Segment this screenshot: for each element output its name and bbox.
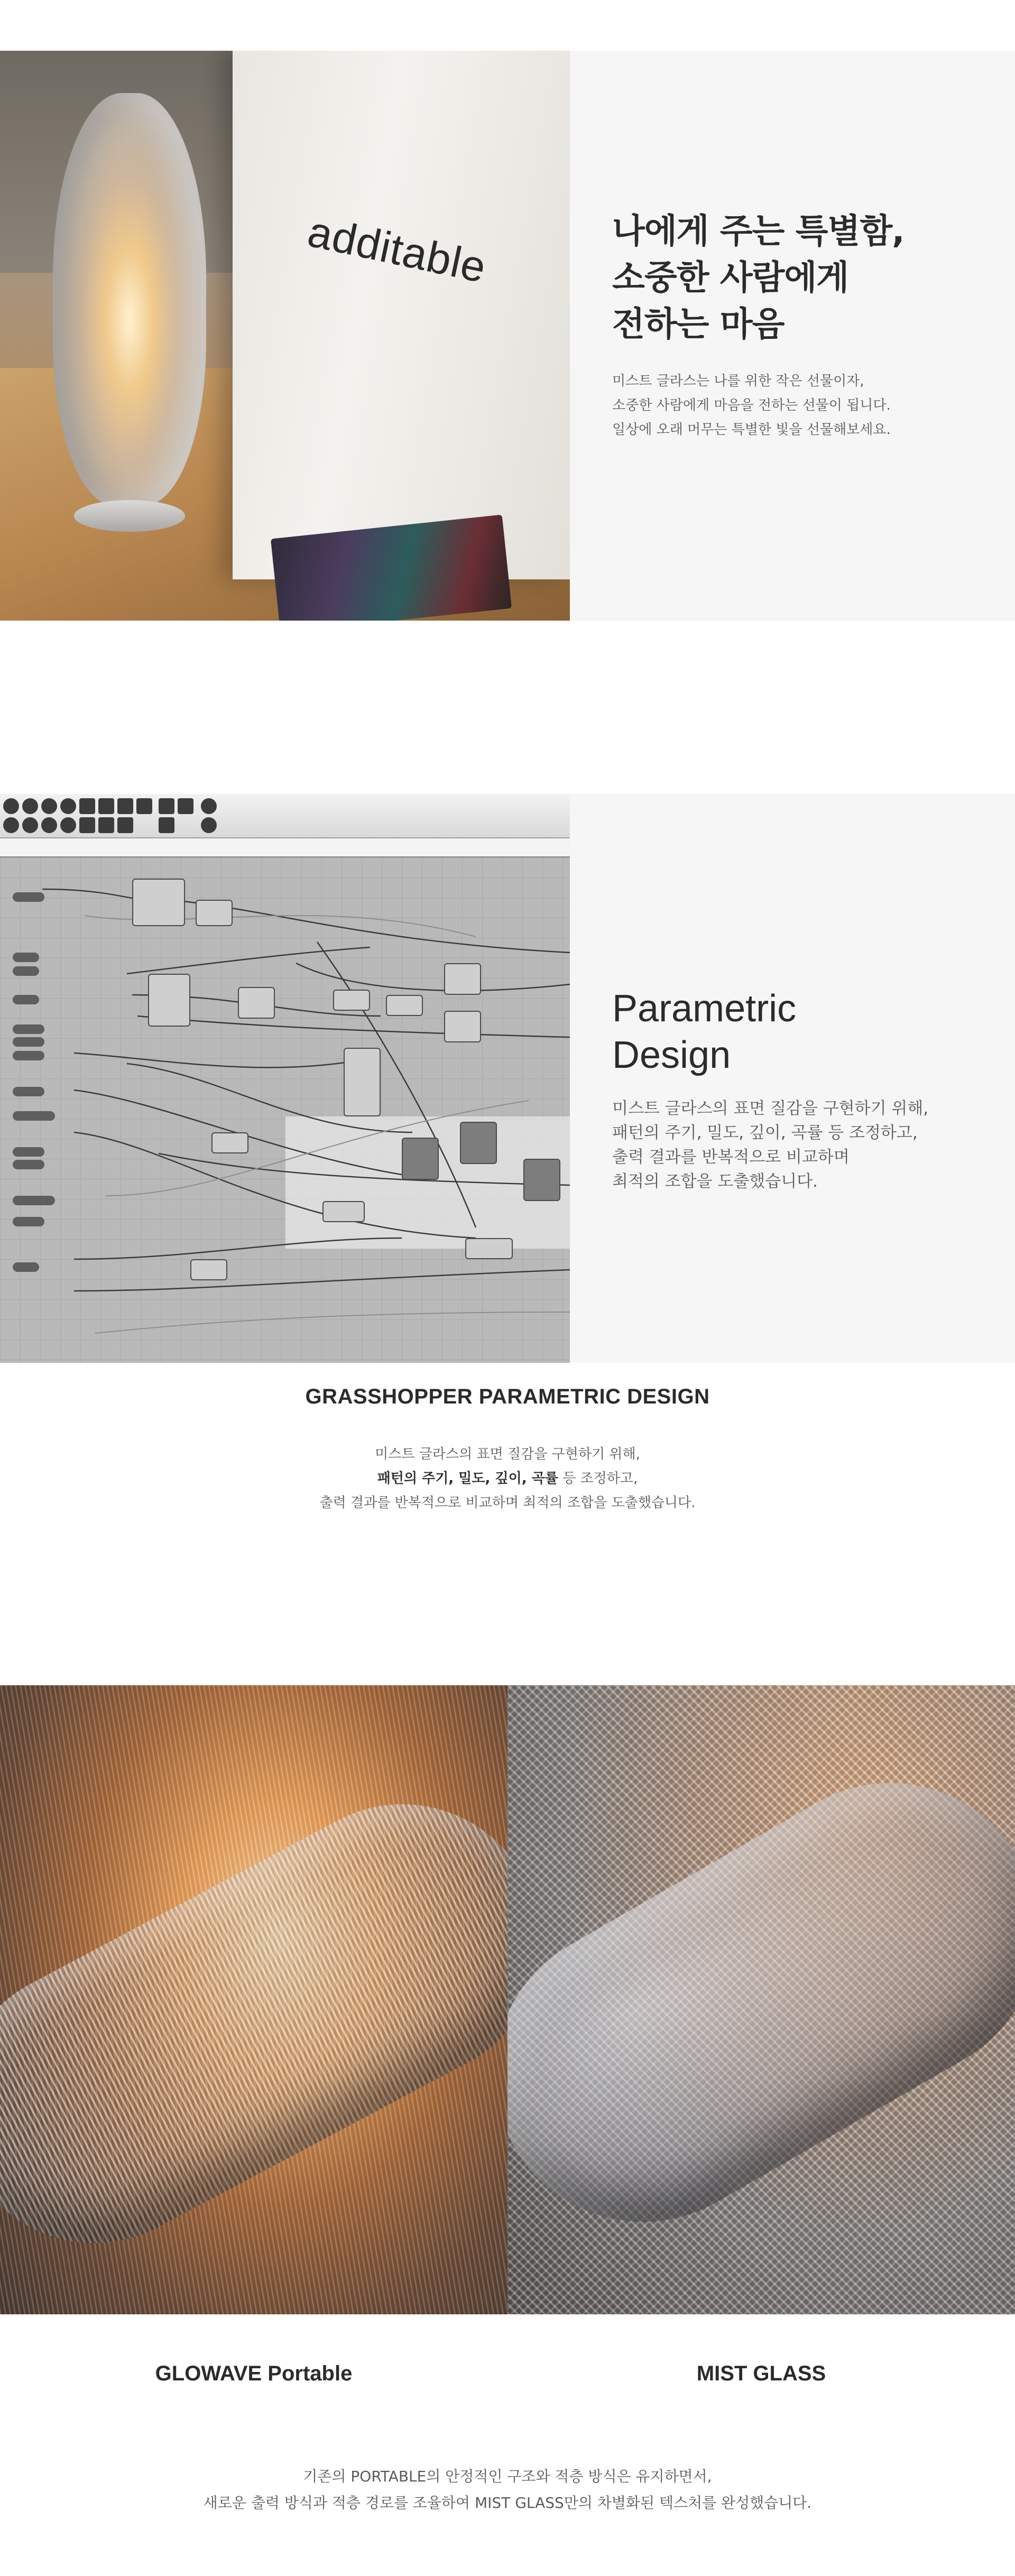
gift-title: 나에게 주는 특별함, 소중한 사람에게 전하는 마음 (612, 212, 905, 344)
component-node (523, 1159, 560, 1201)
parametric-description: 미스트 글라스의 표면 질감을 구현하기 위해, 패턴의 주기, 밀도, 깊이, 곡률 등 조정하고, 출력 결과를 반복적으로 비교하며 최적의 조합을 도출했습니다. (612, 1099, 929, 1191)
param-pill (13, 1147, 44, 1157)
tool-icon (3, 817, 19, 833)
gift-section (0, 51, 1015, 621)
tool-icon (117, 798, 133, 814)
tool-icon (3, 798, 19, 814)
tool-icon (41, 817, 57, 833)
gift-description: 미스트 글라스는 나를 위한 작은 선물이자, 소중한 사람에게 마음을 전하는 선물이 됩니다. 일상에 오래 머무는 특별한 빛을 선물해보세요. (612, 373, 891, 438)
component-node (190, 1259, 227, 1280)
tool-icon (60, 798, 76, 814)
tool-icon (159, 798, 174, 814)
mist-glass-texture-photo (508, 1685, 1015, 2314)
tool-icon (201, 817, 217, 833)
tool-icon (22, 817, 38, 833)
lamp-shade (53, 93, 206, 505)
box-logo-text: additable (303, 207, 491, 292)
param-pill (13, 1024, 44, 1034)
glowave-caption: GLOWAVE Portable (155, 2362, 353, 2385)
component-node (333, 990, 370, 1011)
component-node (211, 1132, 248, 1153)
param-pill (13, 995, 39, 1004)
tool-icon (117, 817, 133, 833)
lamp-photo (0, 51, 570, 621)
param-pill (13, 966, 39, 976)
grasshopper-description (0, 1442, 1015, 1515)
tool-icon (79, 798, 95, 814)
param-pill (13, 1217, 44, 1226)
lamp-base (74, 500, 185, 532)
tool-icon (22, 798, 38, 814)
parametric-text-panel (570, 794, 1015, 1363)
description-line: 출력 결과를 반복적으로 비교하며 최적의 조합을 도출했습니다. (319, 1495, 696, 1511)
component-node (238, 987, 275, 1019)
knurled-tube (508, 1729, 1015, 2276)
component-node (444, 1011, 481, 1042)
component-node (386, 995, 423, 1016)
tool-icon (201, 798, 217, 814)
component-node (322, 1201, 365, 1222)
texture-description: 기존의 PORTABLE의 안정적인 구조와 적층 방식은 유지하면서, 새로운 출력 방식과 적층 경로를 조율하여 MIST GLASS만의 차별화된 텍스처를 완성했습니다. (203, 2468, 812, 2512)
grasshopper-toolbar (0, 794, 570, 838)
parametric-section (0, 794, 1015, 1363)
description-rest: 등 조정하고, (558, 1471, 638, 1486)
comparison-photos (0, 1685, 1015, 2314)
gift-text-panel (570, 51, 1015, 621)
tool-icon (79, 817, 95, 833)
component-node (148, 974, 190, 1027)
component-node (344, 1048, 381, 1116)
grasshopper-screenshot (0, 794, 570, 1363)
tool-icon (98, 798, 114, 814)
component-node (196, 900, 233, 926)
packaging-box (233, 51, 570, 579)
node-wires (0, 857, 570, 1363)
description-emphasis: 패턴의 주기, 밀도, 깊이, 곡률 (377, 1471, 558, 1486)
grasshopper-heading: GRASSHOPPER PARAMETRIC DESIGN (305, 1385, 710, 1408)
tool-icon (41, 798, 57, 814)
description-line: 미스트 글라스의 표면 질감을 구현하기 위해, (375, 1446, 640, 1462)
lamp-illustration (21, 72, 233, 537)
mist-glass-caption: MIST GLASS (696, 2362, 826, 2385)
tool-icon (159, 817, 174, 833)
param-pill (13, 1160, 44, 1169)
param-pill (13, 1037, 44, 1047)
parametric-title: Parametric Design (612, 987, 797, 1076)
tool-icon (178, 798, 193, 814)
description-line (0, 1466, 1015, 1491)
component-node (402, 1138, 439, 1180)
param-pill (13, 1087, 44, 1096)
tool-icon (60, 817, 76, 833)
tool-icon (98, 817, 114, 833)
param-pill (13, 1111, 55, 1121)
param-pill (13, 1051, 44, 1060)
tool-icon (136, 798, 152, 814)
component-node (132, 879, 185, 926)
param-pill (13, 892, 44, 902)
ribbed-tube (0, 1756, 508, 2291)
grasshopper-canvas-bar (0, 838, 570, 857)
param-pill (13, 1262, 39, 1272)
glowave-texture-photo (0, 1685, 508, 2314)
component-node (465, 1238, 513, 1259)
component-node (460, 1122, 497, 1164)
component-node (444, 963, 481, 995)
param-pill (13, 953, 39, 962)
param-pill (13, 1196, 55, 1205)
